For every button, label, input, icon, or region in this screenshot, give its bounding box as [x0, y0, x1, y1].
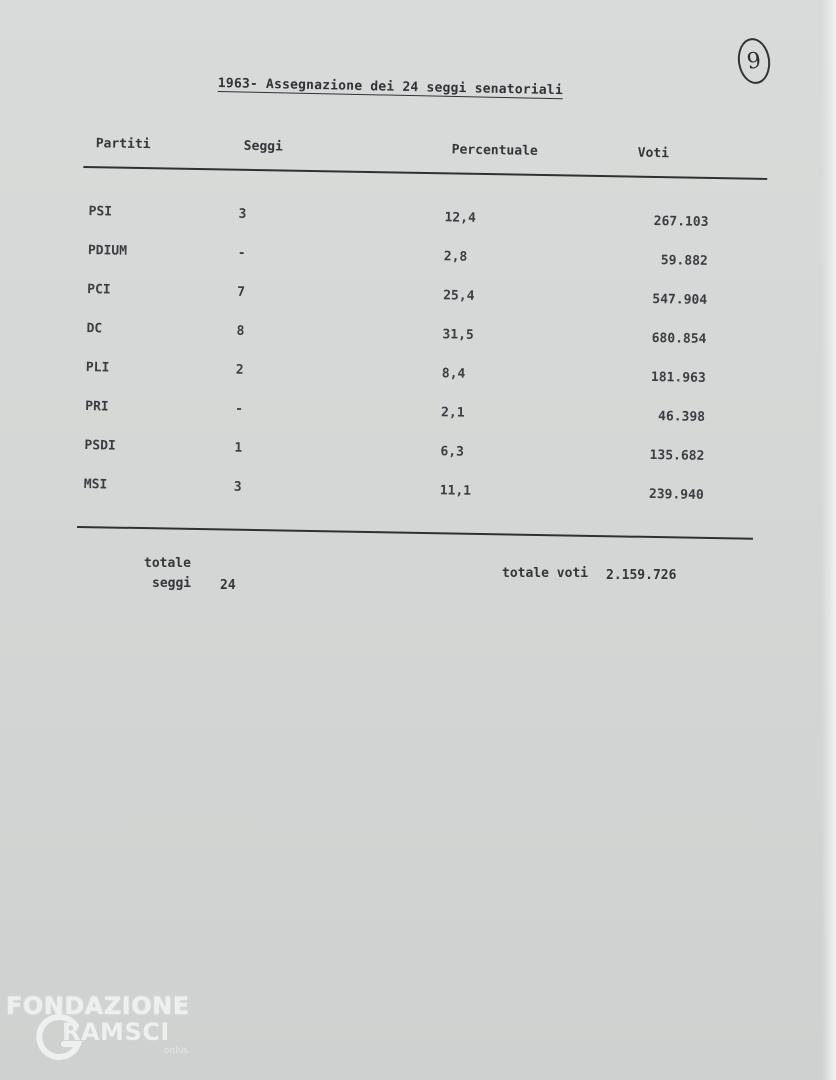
table-row — [78, 477, 768, 509]
percent-cell: 25,4 — [443, 288, 475, 304]
page-edge — [822, 0, 836, 1080]
watermark-line1: FONDAZIONE — [6, 992, 190, 1020]
party-cell: PCI — [87, 282, 111, 298]
votes-cell: 267.103 — [653, 213, 709, 230]
page-number: 9 — [745, 47, 763, 75]
total-seats-label-line2: seggi — [152, 576, 192, 591]
votes-cell: 59.882 — [660, 253, 708, 269]
seats-cell: 7 — [237, 284, 246, 300]
votes-cell: 135.682 — [649, 447, 705, 464]
percent-cell: 6,3 — [440, 444, 465, 460]
percent-cell: 2,8 — [443, 249, 468, 265]
total-seats-label-line1: totale — [144, 556, 191, 571]
table-row — [82, 204, 772, 236]
party-cell: PDIUM — [87, 243, 128, 259]
page-number-circle — [735, 36, 773, 86]
total-seats-value: 24 — [220, 578, 236, 593]
votes-cell: 680.854 — [651, 330, 707, 347]
table-row — [78, 438, 768, 470]
seats-cell: 3 — [238, 206, 247, 222]
votes-cell: 46.398 — [657, 409, 706, 425]
seats-cell: 8 — [236, 323, 245, 339]
header-party: Partiti — [95, 136, 151, 153]
table-row — [79, 399, 769, 431]
seats-cell: 3 — [233, 479, 242, 495]
party-cell: MSI — [83, 477, 108, 493]
votes-cell: 181.963 — [650, 369, 706, 386]
party-cell: DC — [86, 321, 103, 337]
watermark-sub: onlus — [164, 1046, 189, 1056]
watermark-line2: RAMSCI — [62, 1018, 170, 1046]
percent-cell: 2,1 — [440, 405, 465, 421]
percent-cell: 12,4 — [444, 210, 476, 226]
percent-cell: 11,1 — [439, 483, 472, 499]
party-cell: PRI — [85, 399, 109, 415]
fondazione-gramsci-watermark — [6, 990, 216, 1068]
header-rule — [83, 166, 767, 180]
seats-table — [76, 130, 773, 572]
table-row — [80, 360, 770, 392]
header-votes: Voti — [637, 145, 670, 162]
seats-cell: 1 — [234, 440, 243, 456]
table-row — [80, 321, 770, 353]
seats-cell: - — [237, 245, 246, 261]
votes-cell: 547.904 — [652, 291, 708, 308]
percent-cell: 8,4 — [441, 366, 466, 382]
document-title: 1963- Assegnazione dei 24 seggi senatoriali — [217, 76, 564, 99]
total-votes-value: 2.159.726 — [606, 568, 677, 583]
header-seats: Seggi — [243, 138, 284, 155]
header-percent: Percentuale — [451, 142, 538, 159]
total-votes-label: totale voti — [502, 566, 589, 581]
table-row — [81, 282, 771, 314]
seats-cell: 2 — [235, 362, 244, 378]
footer-rule — [77, 526, 753, 540]
table-row — [82, 243, 772, 275]
party-cell: PSDI — [84, 438, 116, 454]
seats-cell: - — [235, 401, 244, 417]
votes-cell: 239.940 — [648, 486, 704, 503]
party-cell: PLI — [85, 360, 110, 376]
percent-cell: 31,5 — [442, 327, 474, 343]
party-cell: PSI — [88, 204, 113, 220]
